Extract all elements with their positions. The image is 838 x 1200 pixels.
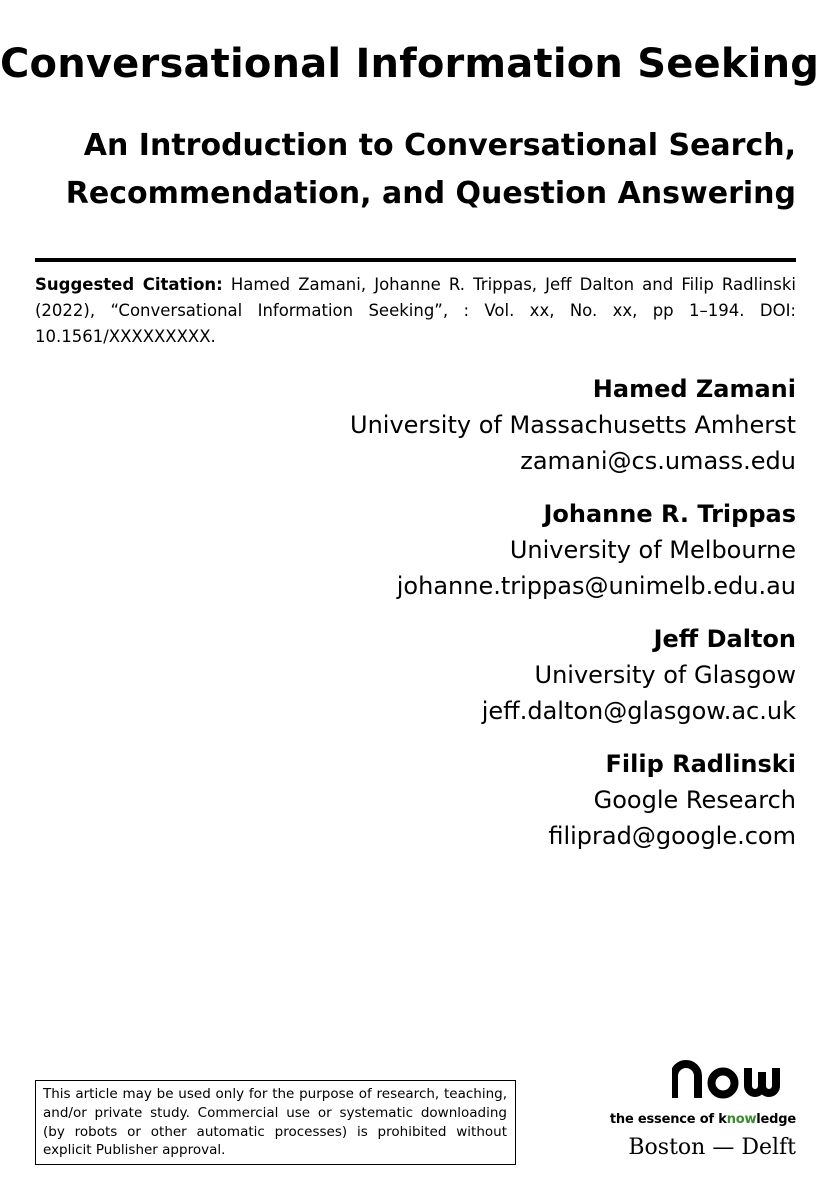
citation-text: Hamed Zamani, Johanne R. Trippas, Jeff Dalton and Filip Radlinski (2022), “Conversational Information Seeking”, : Vol. xx, No. xx, pp 1–194. DOI: 10.1561/XXXXXXXXX. — [35, 275, 796, 346]
subtitle-line-2: Recommendation, and Question Answering — [65, 176, 796, 211]
tagline-post: ledge — [756, 1112, 796, 1127]
author-email: zamani@cs.umass.edu — [520, 447, 796, 475]
author-affiliation: University of Massachusetts Amherst — [350, 411, 796, 439]
author-affiliation: Google Research — [593, 786, 796, 814]
author-name: Hamed Zamani — [592, 375, 796, 403]
citation-label: Suggested Citation: — [35, 275, 223, 294]
publisher-locations: Boston — Delft — [628, 1135, 796, 1160]
author-list — [0, 371, 796, 871]
author-name: Filip Radlinski — [605, 750, 796, 778]
author-affiliation: University of Melbourne — [509, 536, 796, 564]
paper-title: Conversational Information Seeking — [0, 41, 820, 87]
author-email: johanne.trippas@unimelb.edu.au — [396, 572, 796, 600]
usage-notice: This article may be used only for the purpose of research, teaching, and/or private study. Commercial use or systematic downloading (by robots or other automatic processes) is prohibited without explicit Publisher approval. — [35, 1080, 516, 1165]
publisher-block — [596, 1052, 796, 1163]
author-affiliation: University of Glasgow — [534, 661, 796, 689]
title-rule — [35, 258, 796, 262]
author-block — [0, 496, 796, 604]
subtitle-line-1: An Introduction to Conversational Search, — [83, 128, 796, 163]
tagline-accent: now — [726, 1112, 757, 1127]
author-email: filiprad@google.com — [548, 822, 796, 850]
publisher-tagline — [596, 1112, 796, 1127]
suggested-citation — [35, 272, 796, 350]
author-name: Johanne R. Trippas — [543, 500, 796, 528]
author-block — [0, 621, 796, 729]
author-block — [0, 746, 796, 854]
tagline-pre: the essence of k — [609, 1112, 727, 1127]
author-name: Jeff Dalton — [653, 625, 796, 653]
author-email: jeff.dalton@glasgow.ac.uk — [481, 697, 796, 725]
author-block — [0, 371, 796, 479]
paper-subtitle — [0, 122, 796, 218]
now-publisher-logo — [672, 1052, 796, 1100]
